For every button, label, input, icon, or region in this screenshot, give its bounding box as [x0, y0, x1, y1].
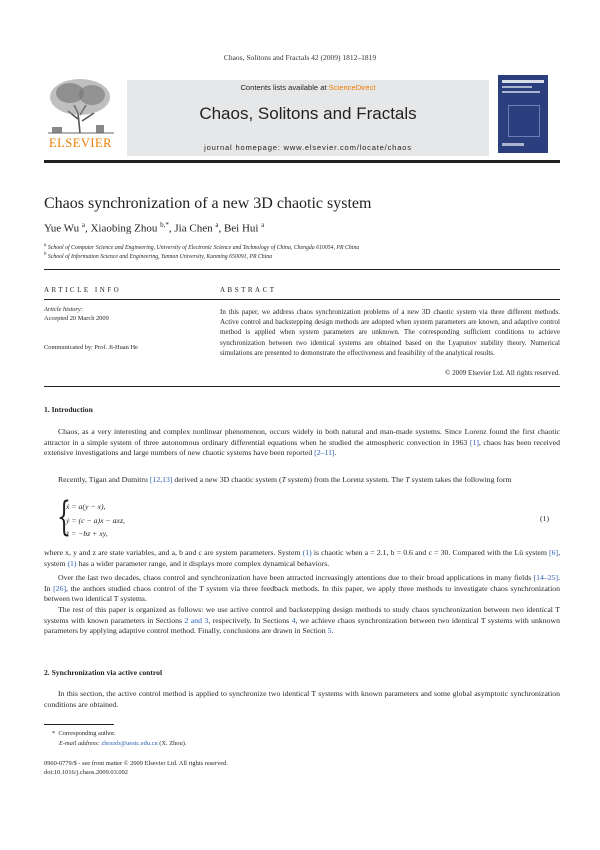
author-list: Yue Wu $^a$, Xiaobing Zhou $^{b,*}$, Jia Chen $^a$, Bei Hui $^a$ — [44, 221, 265, 235]
communicated-by: Communicated by: Prof. Ji-Huan He — [44, 344, 138, 351]
affiliation-mark: a — [44, 243, 47, 248]
intro-paragraph-3: where x, y and z are state variables, and a, b and c are system parameters. System (1) is chaotic when a = 2.1, b = 0.6 and c = 30. Compared with the Lü system [6], system (1) has a wider parameter range, and it displays more complex dynamical behaviors. — [44, 548, 561, 568]
affiliation-mark: b — [44, 252, 47, 257]
author-affiliation-mark: a — [81, 221, 85, 229]
intro-paragraph-5: The rest of this paper is organized as follows: we use active control and backstepping design methods to study chaos synchronization between two identical T systems with known parameters in Sections 2 and 3, respectively. In Sections 4, we achieve chaos synchronization between two identical T systems with unknown parameters by applying adaptive control method. Finally, conclusions are drawn in Section 5. — [44, 605, 560, 636]
author-affiliation-mark: a — [261, 221, 265, 229]
intro-paragraph-4: Over the last two decades, chaos control and synchronization have been attracted increasingly attentions due to their broad applications in many fields [14–25]. In [26], the authors studied chaos control of the T system via three feedback methods. In this paper, we apply three methods to investigate chaos synchronization between two identical T systems. — [44, 573, 560, 604]
abstract-bottom-rule — [220, 386, 560, 387]
affiliation-b — [44, 252, 272, 260]
publisher-wordmark: ELSEVIER — [48, 136, 113, 150]
author-affiliation-mark: b,* — [160, 221, 169, 229]
sciencedirect-link[interactable]: ScienceDirect — [328, 83, 376, 92]
abstract-rule — [220, 299, 560, 300]
journal-homepage[interactable]: journal homepage: www.elsevier.com/locate/chaos — [204, 143, 412, 152]
contents-prefix: Contents lists available at — [240, 83, 329, 92]
citation-link[interactable]: [12,13] — [149, 475, 173, 484]
article-title: Chaos synchronization of a new 3D chaotic system — [44, 195, 372, 212]
citation-link[interactable]: [1] — [469, 437, 479, 447]
accepted-date: Accepted 20 March 2009 — [44, 315, 109, 322]
footnote-rule — [44, 724, 114, 725]
section-2-heading: 2. Synchronization via active control — [44, 668, 163, 677]
author-affiliation-mark: a — [215, 221, 219, 229]
masthead-rule — [44, 160, 560, 163]
running-head: Chaos, Solitons and Fractals 42 (2009) 1812–1819 — [223, 53, 377, 62]
author-name: Xiaobing Zhou — [90, 222, 158, 235]
equation-1 — [66, 500, 125, 541]
corresponding-author-note: * Corresponding author. — [52, 730, 116, 737]
journal-header-box — [127, 80, 489, 156]
section-1-heading: 1. Introduction — [44, 405, 93, 414]
email-link[interactable]: zhouxb@uestc.edu.cn — [101, 740, 158, 747]
affiliation-text: School of Computer Science and Engineering, University of Electronic Science and Technology of China, Chengdu 610054, PR China — [46, 244, 360, 251]
author-name: Yue Wu — [44, 222, 80, 235]
article-history-label: Article history: — [44, 306, 83, 313]
article-info-bottom-rule — [44, 386, 220, 387]
citation-link[interactable]: [14–25] — [533, 573, 559, 582]
equation-link[interactable]: (1) — [302, 548, 312, 557]
equation-line: ż = −bz + xy, — [66, 529, 108, 538]
affiliation-text: School of Information Science and Engineering, Yunnan University, Kunming 650091, PR China — [46, 253, 273, 260]
front-matter-line: 0960-0779/$ - see front matter © 2009 Elsevier Ltd. All rights reserved. — [44, 760, 228, 767]
intro-paragraph-1: Chaos, as a very interesting and complex nonlinear phenomenon, occurs widely in both natural and man-made systems. Since Lorenz found the first chaotic attractor in a simple system of three autonomous ordinary differential equations when he studied the atmospheric convection in 1963 [1], chaos has been received extensive investigations and large numbers of new chaotic systems have been reported [2–11]. — [44, 427, 560, 458]
section-link[interactable]: 5 — [327, 626, 332, 636]
equation-brace: { — [57, 494, 71, 540]
front-matter-rule — [44, 269, 560, 270]
email-note: E-mail address: zhouxb@uestc.edu.cn (X. Zhou). — [59, 740, 187, 747]
section-link[interactable]: 2 and 3 — [184, 615, 209, 625]
abstract-copyright: © 2009 Elsevier Ltd. All rights reserved. — [445, 369, 560, 377]
abstract-text: In this paper, we address chaos synchronization problems of a new 3D chaotic system via three different methods. Active control and backstepping design methods are adopted when system parameters are known, and adaptive control method is applied when system parameters are unknown. The corresponding sufficient conditions to achieve synchronization between two identical systems are obtained based on the Lyapunov stability theory. Numerical simulations are presented to demonstrate the effectiveness and feasibility of the analytical results. — [220, 308, 560, 357]
equation-number: (1) — [540, 514, 550, 523]
section-link[interactable]: 4 — [291, 615, 296, 625]
intro-paragraph-2: Recently, Tigan and Dumitru [12,13] derived a new 3D chaotic system (T system) from the Lorenz system. The T system takes the following form — [58, 475, 512, 484]
equation-line: ẋ = a(y − x), — [66, 502, 106, 511]
citation-link[interactable]: [6] — [549, 548, 559, 557]
section-2-paragraph-1: In this section, the active control method is applied to synchronize two identical T systems with known parameters and some global asymptotic synchronization conditions are obtained. — [44, 689, 560, 709]
journal-cover-thumbnail — [498, 75, 548, 153]
equation-line: ẏ = (c − a)x − axz, — [66, 515, 125, 525]
journal-masthead — [44, 75, 560, 157]
affiliation-a — [44, 243, 359, 251]
citation-link[interactable]: [26] — [53, 583, 67, 593]
journal-title: Chaos, Solitons and Fractals — [199, 104, 417, 123]
abstract-heading: ABSTRACT — [220, 286, 277, 294]
doi-line[interactable]: doi:10.1016/j.chaos.2009.03.092 — [44, 769, 128, 776]
citation-link[interactable]: [2–11] — [314, 448, 335, 458]
author-name: Bei Hui — [223, 222, 259, 235]
article-info-rule — [44, 299, 220, 300]
equation-link[interactable]: (1) — [67, 558, 77, 568]
article-info-heading: ARTICLE INFO — [44, 286, 122, 294]
contents-availability — [127, 83, 489, 92]
author-name: Jia Chen — [174, 222, 213, 235]
